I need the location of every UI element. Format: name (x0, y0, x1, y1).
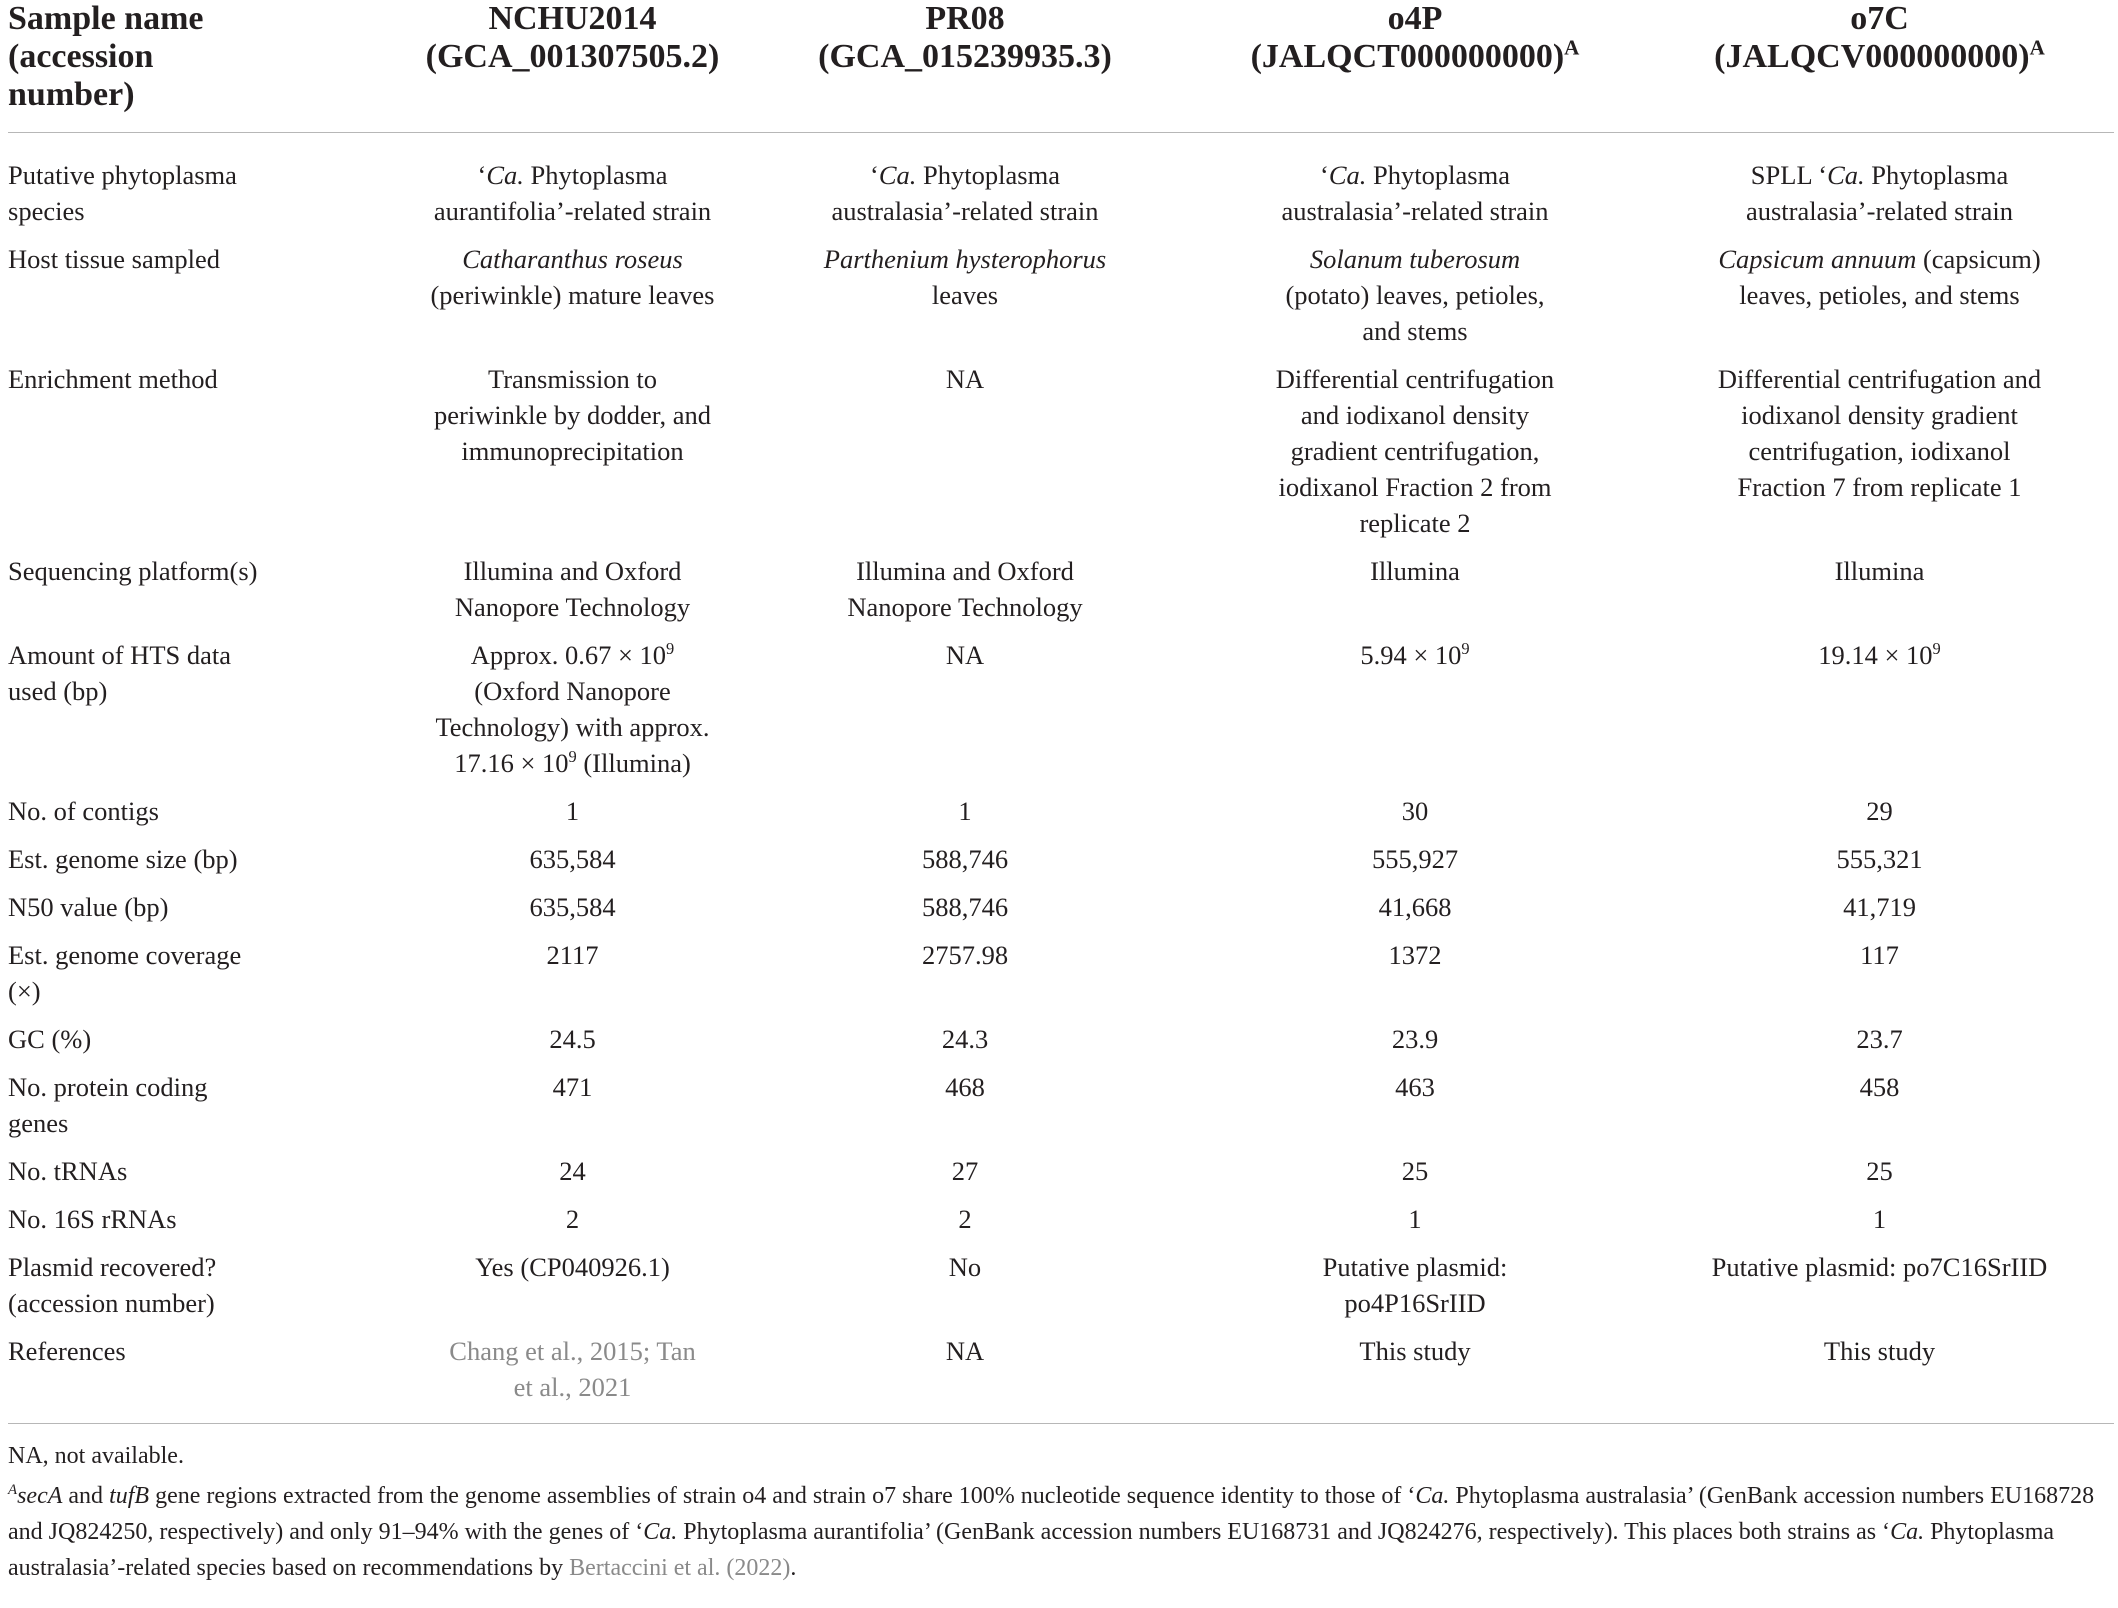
table-row-contigs (8, 793, 2114, 841)
table-row-host (8, 241, 2114, 361)
table-cell: Solanum tuberosum (potato) leaves, petioles, and stems (1285, 244, 1545, 346)
row-label: Host tissue sampled (8, 244, 220, 274)
table-row-hts (8, 637, 2114, 793)
table-cell: Putative plasmid: po4P16SrIID (1322, 1252, 1508, 1318)
table-cell: ‘Ca. Phytoplasma australasia’-related strain (831, 160, 1099, 226)
table-cell: 1 (958, 796, 972, 826)
table-cell: 588,746 (921, 844, 1009, 874)
table-cell: 2 (958, 1204, 972, 1234)
table-cell: 1372 (1388, 940, 1442, 970)
row-label: No. protein coding genes (8, 1072, 208, 1138)
table-cell: 635,584 (529, 844, 616, 874)
footnote-a: $^A$secA and tufB gene regions extracted from the genome assemblies of strain o4 and strain o7 share 100% nucleotide sequence identity to those of ‘Ca. Phytoplasma australasia’ (GenBank accession numbers EU168728 and JQ824250, respectively) and only 91–94% with the genes of ‘Ca. Phytoplasma aurantifolia’ (GenBank accession numbers EU168731 and JQ824276, respectively). This places both strains as ‘Ca. Phytoplasma australasia’-related species based on recommendations by Bertaccini et al. (2022). (8, 1482, 2095, 1581)
table-row-genome-size (8, 841, 2114, 889)
header-o4p: o4P (JALQCT000000000)$^A$ (1185, 0, 1645, 133)
table-row-platform (8, 553, 2114, 637)
table-cell: Illumina (1370, 556, 1460, 586)
header-row-label: Sample name (accession number) (8, 0, 400, 133)
row-label: No. of contigs (8, 796, 159, 826)
table-cell: 555,321 (1836, 844, 1923, 874)
table-cell: Yes (CP040926.1) (475, 1252, 670, 1282)
table-row-species (8, 133, 2114, 242)
table-row-rrna (8, 1201, 2114, 1249)
table-row-protein (8, 1069, 2114, 1153)
table-cell: 458 (1859, 1072, 1900, 1102)
table-cell: Illumina and Oxford Nanopore Technology (847, 556, 1083, 622)
table-footnotes (8, 1438, 2108, 1586)
table-cell: 471 (552, 1072, 593, 1102)
table-cell: $19.14 \times 10^9$ (1818, 639, 1941, 670)
table-cell: Chang et al., 2015; Tan et al., 2021 (400, 1333, 745, 1424)
genome-comparison-table (8, 0, 2114, 1424)
header-row (8, 0, 2114, 133)
table-cell: Differential centrifugation and iodixanol density gradient centrifugation, iodixanol Fraction 7 from replicate 1 (1717, 364, 2042, 502)
row-label: Sequencing platform(s) (8, 556, 258, 586)
table-cell: 463 (1395, 1072, 1435, 1102)
row-label: GC (%) (8, 1024, 92, 1054)
table-row-n50 (8, 889, 2114, 937)
table-cell: ‘Ca. Phytoplasma australasia’-related strain (1281, 160, 1549, 226)
table-row-trna (8, 1153, 2114, 1201)
table-cell: Differential centrifugation and iodixanol density gradient centrifugation, iodixanol Fraction 2 from replicate 2 (1275, 364, 1555, 538)
table-cell: NA (945, 364, 985, 394)
table-cell: 23.9 (1391, 1024, 1439, 1054)
table-cell: Capsicum annuum (capsicum) leaves, petioles, and stems (1718, 244, 2041, 310)
footnote-na: NA, not available. (8, 1443, 184, 1469)
table-cell: 588,746 (921, 892, 1009, 922)
table-cell: 117 (1860, 940, 1899, 970)
table-cell: 41,668 (1378, 892, 1452, 922)
table-cell: 468 (945, 1072, 985, 1102)
row-label: References (8, 1333, 400, 1424)
row-label: No. tRNAs (8, 1156, 128, 1186)
table-cell: 25 (1401, 1156, 1429, 1186)
table-cell: $5.94 \times 10^9$ (1360, 639, 1470, 670)
table-cell: SPLL ‘Ca. Phytoplasma australasia’-related strain (1745, 160, 2014, 226)
table-cell: This study (1645, 1333, 2114, 1424)
table-cell: 2757.98 (921, 940, 1009, 970)
table-cell: NA (945, 640, 985, 670)
reference-link-bertaccini-2022[interactable]: Bertaccini et al. (2022) (569, 1555, 791, 1581)
row-label: Est. genome coverage (×) (8, 940, 242, 1006)
table-cell: Putative plasmid: po7C16SrIID (1711, 1252, 2048, 1282)
table-cell: 29 (1866, 796, 1893, 826)
table-cell: 1 (1872, 1204, 1887, 1234)
table-cell: 555,927 (1371, 844, 1459, 874)
row-label: Enrichment method (8, 364, 218, 394)
table-cell: 41,719 (1843, 892, 1916, 922)
table-cell: Approx. $0.67 \times 10^9$ (Oxford Nanopore Technology) with approx. $17.16 \times 10^9$ (Illumina) (435, 639, 710, 778)
table-row-plasmid (8, 1249, 2114, 1333)
footnote-marker: A (2029, 35, 2045, 60)
table-cell: No (948, 1252, 982, 1282)
table-cell: Illumina and Oxford Nanopore Technology (454, 556, 691, 622)
reference-link-tan-2021[interactable]: Tan (656, 1336, 696, 1366)
row-label: No. 16S rRNAs (8, 1204, 177, 1234)
row-label: Plasmid recovered? (accession number) (8, 1252, 217, 1318)
table-cell: 24.5 (549, 1024, 596, 1054)
table-cell: 25 (1866, 1156, 1893, 1186)
table-cell: 24 (559, 1156, 586, 1186)
table-cell: 2117 (546, 940, 599, 970)
table-cell: 23.7 (1856, 1024, 1903, 1054)
table-row-coverage (8, 937, 2114, 1021)
footnote-marker: A (1564, 35, 1580, 60)
table-cell: Catharanthus roseus (periwinkle) mature leaves (430, 244, 715, 310)
table-cell: 24.3 (941, 1024, 989, 1054)
table-row-enrichment (8, 361, 2114, 553)
table-cell: ‘Ca. Phytoplasma aurantifolia’-related strain (433, 160, 712, 226)
table-cell: This study (1185, 1333, 1645, 1424)
table-row-gc (8, 1021, 2114, 1069)
table-cell: 27 (951, 1156, 979, 1186)
table-cell: 30 (1401, 796, 1429, 826)
table-cell: 2 (565, 1204, 580, 1234)
reference-link-tan-2021[interactable]: et al., 2021 (513, 1372, 632, 1402)
table-cell: NA (745, 1333, 1185, 1424)
table-cell: Illumina (1834, 556, 1925, 586)
header-nchu2014: NCHU2014 (GCA_001307505.2) (400, 0, 745, 133)
table-row-references (8, 1333, 2114, 1424)
table-cell: 635,584 (529, 892, 616, 922)
table-cell: 1 (565, 796, 580, 826)
table-cell: 1 (1408, 1204, 1422, 1234)
row-label: Amount of HTS data used (bp) (8, 640, 232, 706)
row-label: N50 value (bp) (8, 892, 169, 922)
reference-link-chang-2015[interactable]: Chang et al., 2015 (449, 1336, 643, 1366)
table-cell: Transmission to periwinkle by dodder, and immunoprecipitation (433, 364, 712, 466)
row-label: Putative phytoplasma species (8, 160, 237, 226)
row-label: Est. genome size (bp) (8, 844, 238, 874)
table-cell: Parthenium hysterophorus leaves (823, 244, 1107, 310)
header-pr08: PR08 (GCA_015239935.3) (745, 0, 1185, 133)
header-o7c: o7C (JALQCV000000000)$^A$ (1645, 0, 2114, 133)
